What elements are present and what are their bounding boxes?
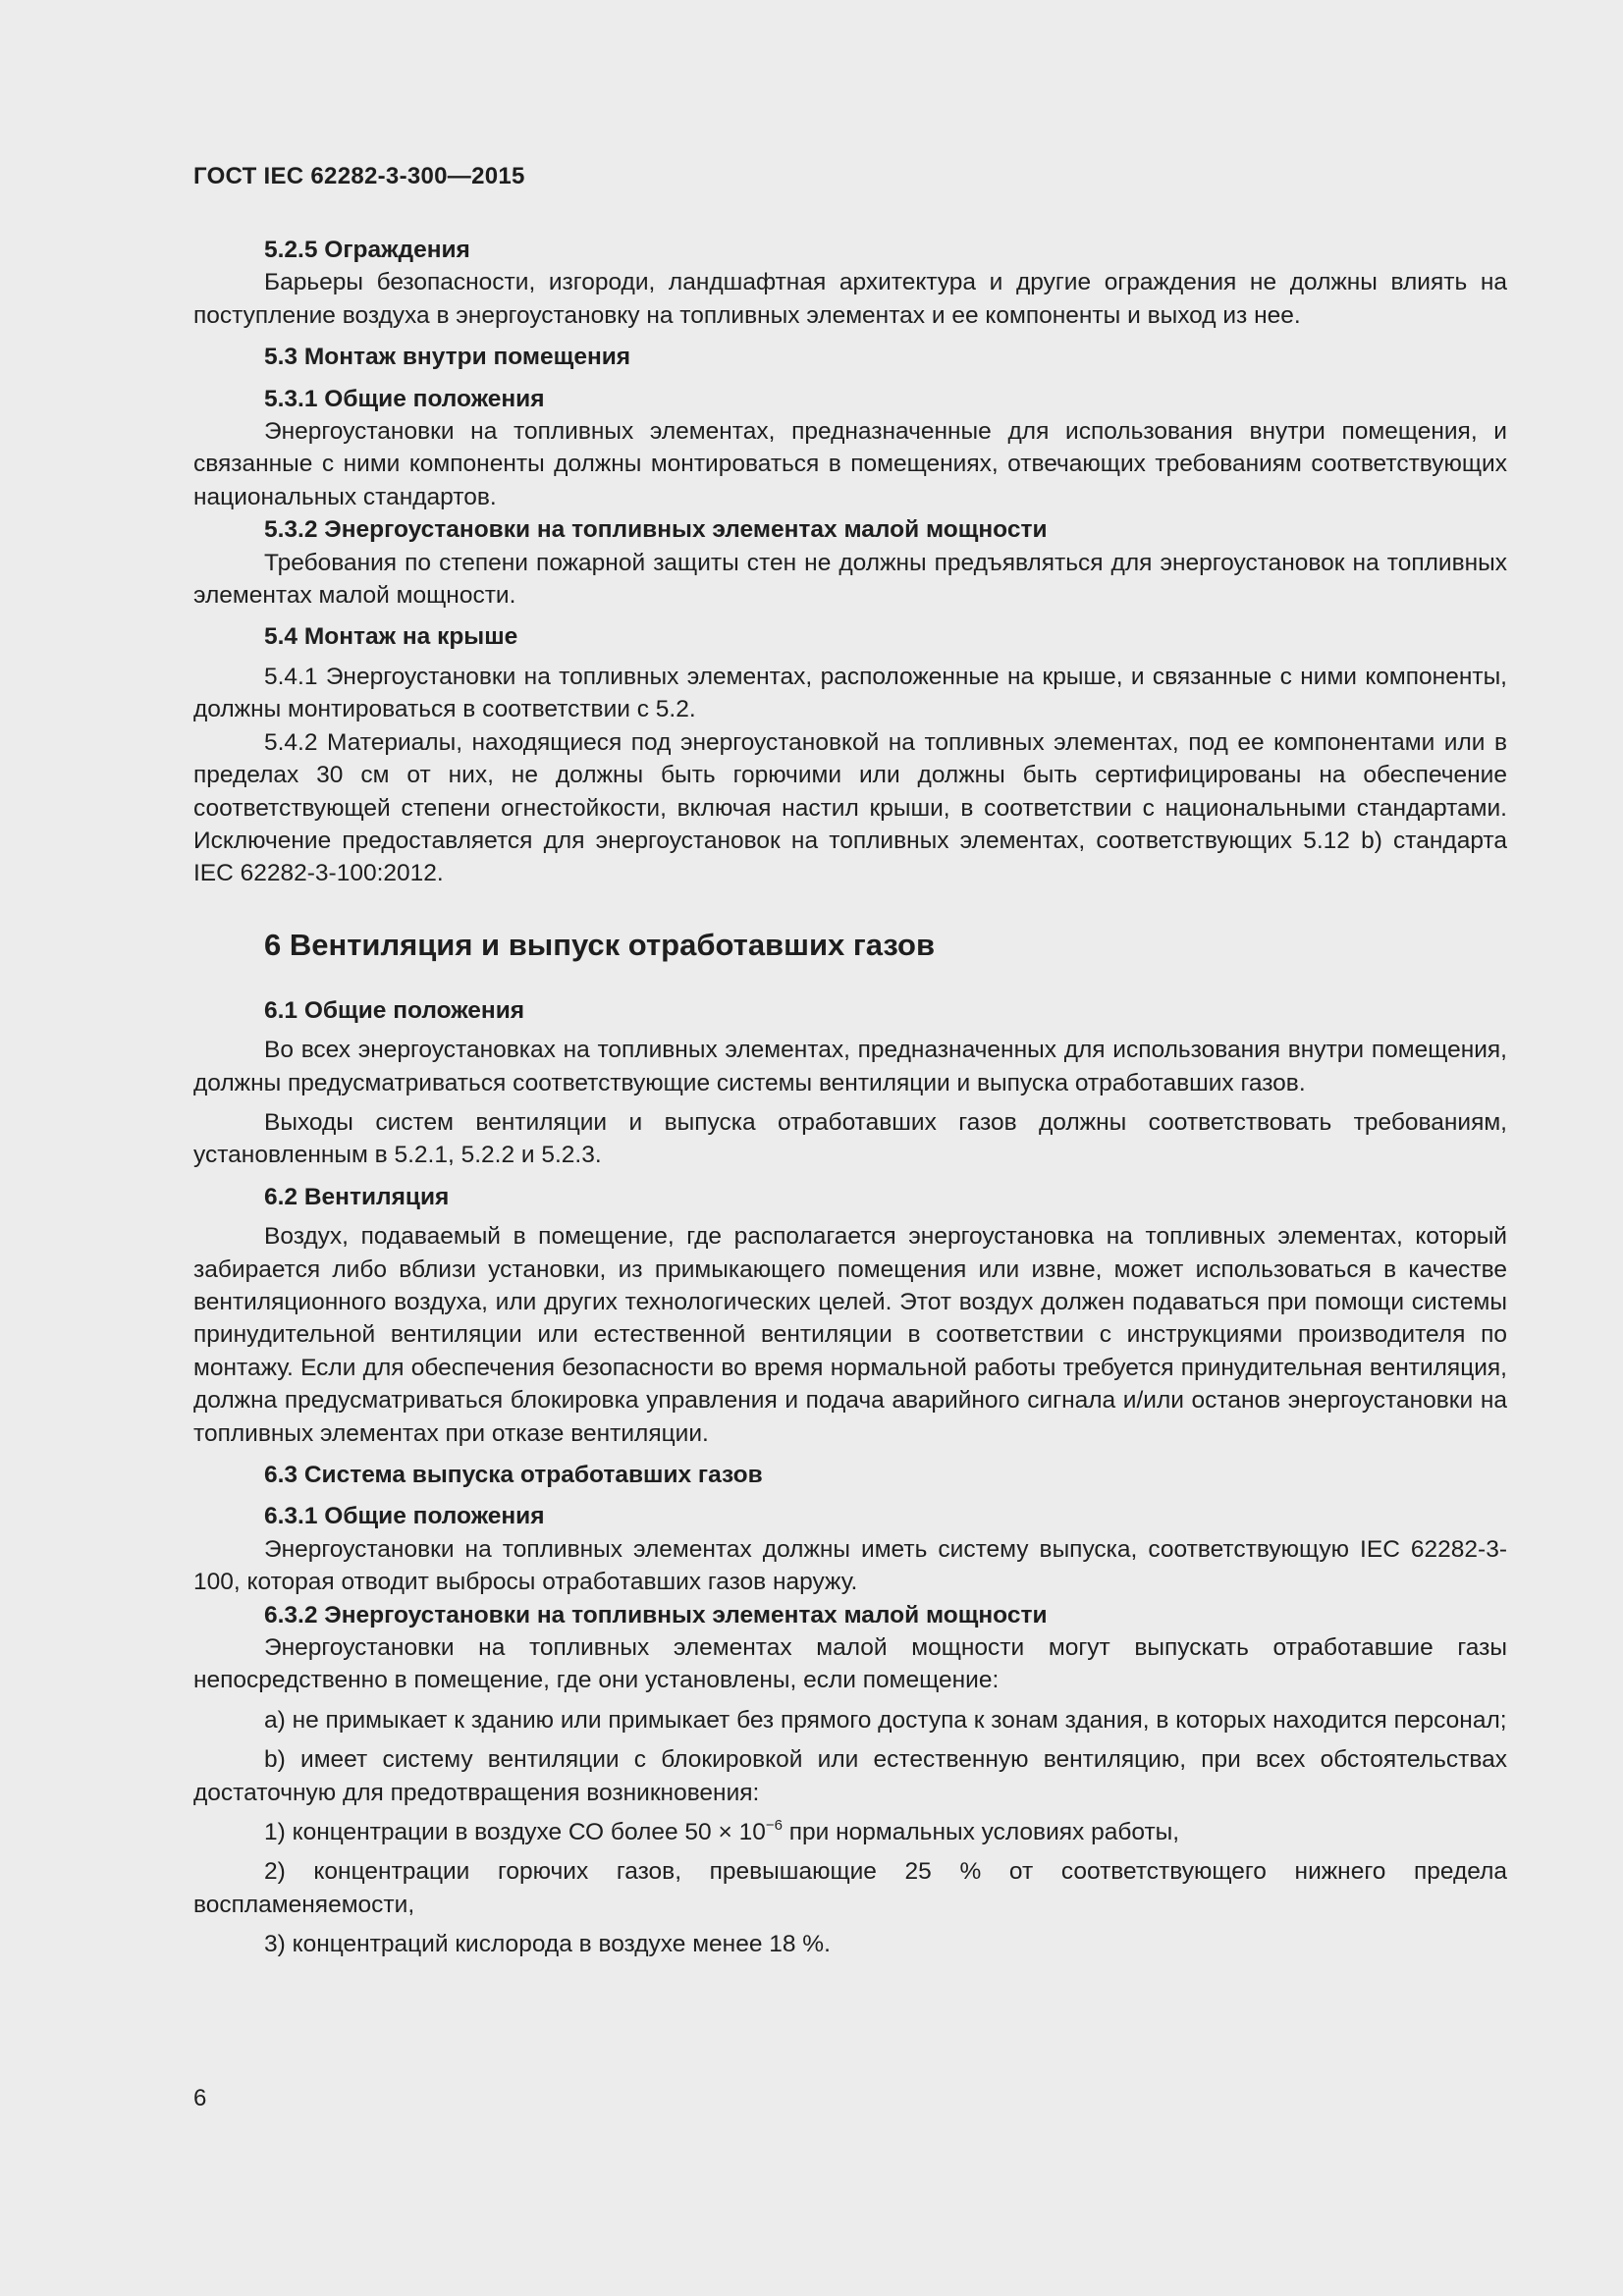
section-5-2-5-text: Барьеры безопасности, изгороди, ландшафтная архитектура и другие ограждения не должны влиять на поступление воздуха в энергоустановку на топливных элементах и ее компоненты и выход из нее. [193, 269, 1507, 329]
section-5-3-heading: 5.3 Монтаж внутри помещения [264, 344, 631, 371]
section-5-3-1-text: Энергоустановки на топливных элементах, предназначенные для использования внутри помещения, и связанные с ними компоненты должны монтироваться в помещениях, отвечающих требованиям соответствующих национальных стандартов. [193, 418, 1507, 510]
section-5-4-2-text: 5.4.2 Материалы, находящиеся под энергоустановкой на топливных элементах, под ее компонентами или в пределах 30 см от них, не должны быть горючими или должны быть сертифицированы на обеспечение соответствующей степени огнестойкости, включая настил крыши, в соответствии с национальными стандартами. Исключение предоставляется для энергоустановок на топливных элементах, соответствующих 5.12 b) стандарта IEC 62282-3-100:2012. [193, 728, 1507, 887]
section-6-3-1-heading: 6.3.1 Общие положения [264, 1503, 545, 1530]
list-item-b: b) имеет систему вентиляции с блокировкой или естественную вентиляцию, при всех обстоятельствах достаточную для предотвращения возникновения: [193, 1746, 1507, 1806]
section-6-3-2-text: Энергоустановки на топливных элементах малой мощности могут выпускать отработавшие газы непосредственно в помещение, где они установлены, если помещение: [193, 1634, 1507, 1694]
section-5-3-1-heading: 5.3.1 Общие положения [264, 385, 545, 412]
page-number: 6 [193, 2085, 207, 2111]
section-6-2-heading: 6.2 Вентиляция [264, 1183, 450, 1210]
section-6-2-text: Воздух, подаваемый в помещение, где располагается энергоустановка на топливных элементах, который забирается либо вблизи установки, из примыкающего помещения или извне, может использоваться в качестве вентиляционного воздуха, или других технологических целей. Этот воздух должен подаваться при помощи системы принудительной вентиляции или естественной вентиляции в соответствии с инструкциями производителя по монтажу. Если для обеспечения безопасности во время нормальной работы требуется принудительная вентиляция, должна предусматриваться блокировка управления и подача аварийного сигнала и/или останов энергоустановки на топливных элементах при отказе вентиляции. [193, 1223, 1507, 1447]
section-6-3-heading: 6.3 Система выпуска отработавших газов [264, 1462, 763, 1488]
section-6-1-text-1: Во всех энергоустановках на топливных элементах, предназначенных для использования внутри помещения, должны предусматриваться соответствующие системы вентиляции и выпуска отработавших газов. [193, 1037, 1507, 1096]
list-item-1-text: 1) концентрации в воздухе СО более 50 × 10 [264, 1819, 766, 1846]
section-6-3-1-text: Энергоустановки на топливных элементах должны иметь систему выпуска, соответствующую IEC 62282-3-100, которая отводит выбросы отработавших газов наружу. [193, 1535, 1507, 1596]
section-6-1-heading: 6.1 Общие положения [264, 996, 525, 1024]
section-5-4-heading: 5.4 Монтаж на крыше [264, 623, 518, 651]
list-item-1-exponent: −6 [765, 1817, 783, 1835]
list-item-1 [193, 1816, 1507, 1848]
document-body [193, 234, 1507, 1961]
section-5-3-2-heading: 5.3.2 Энергоустановки на топливных элементах малой мощности [264, 516, 1048, 544]
section-6-1-text-2: Выходы систем вентиляции и выпуска отработавших газов должны соответствовать требованиям, установленным в 5.2.1, 5.2.2 и 5.2.3. [193, 1108, 1507, 1169]
section-5-2-5-heading: 5.2.5 Ограждения [264, 237, 470, 263]
section-6-heading: 6 Вентиляция и выпуск отработавших газов [264, 927, 936, 962]
section-5-4-1-text: 5.4.1 Энергоустановки на топливных элементах, расположенные на крыше, и связанные с ними компоненты, должны монтироваться в соответствии с 5.2. [193, 663, 1507, 723]
document-header-code: ГОСТ IEC 62282-3-300—2015 [193, 163, 525, 189]
list-item-3: 3) концентраций кислорода в воздухе менее 18 %. [264, 1931, 831, 1958]
list-item-2: 2) концентрации горючих газов, превышающие 25 % от соответствующего нижнего предела воспламеняемости, [193, 1858, 1507, 1918]
list-item-a: a) не примыкает к зданию или примыкает без прямого доступа к зонам здания, в которых находится персонал; [264, 1706, 1507, 1734]
list-item-1-tail: при нормальных условиях работы, [782, 1819, 1180, 1846]
section-5-3-2-text: Требования по степени пожарной защиты стен не должны предъявляться для энергоустановок на топливных элементах малой мощности. [193, 549, 1507, 610]
section-6-3-2-heading: 6.3.2 Энергоустановки на топливных элементах малой мощности [264, 1601, 1048, 1629]
